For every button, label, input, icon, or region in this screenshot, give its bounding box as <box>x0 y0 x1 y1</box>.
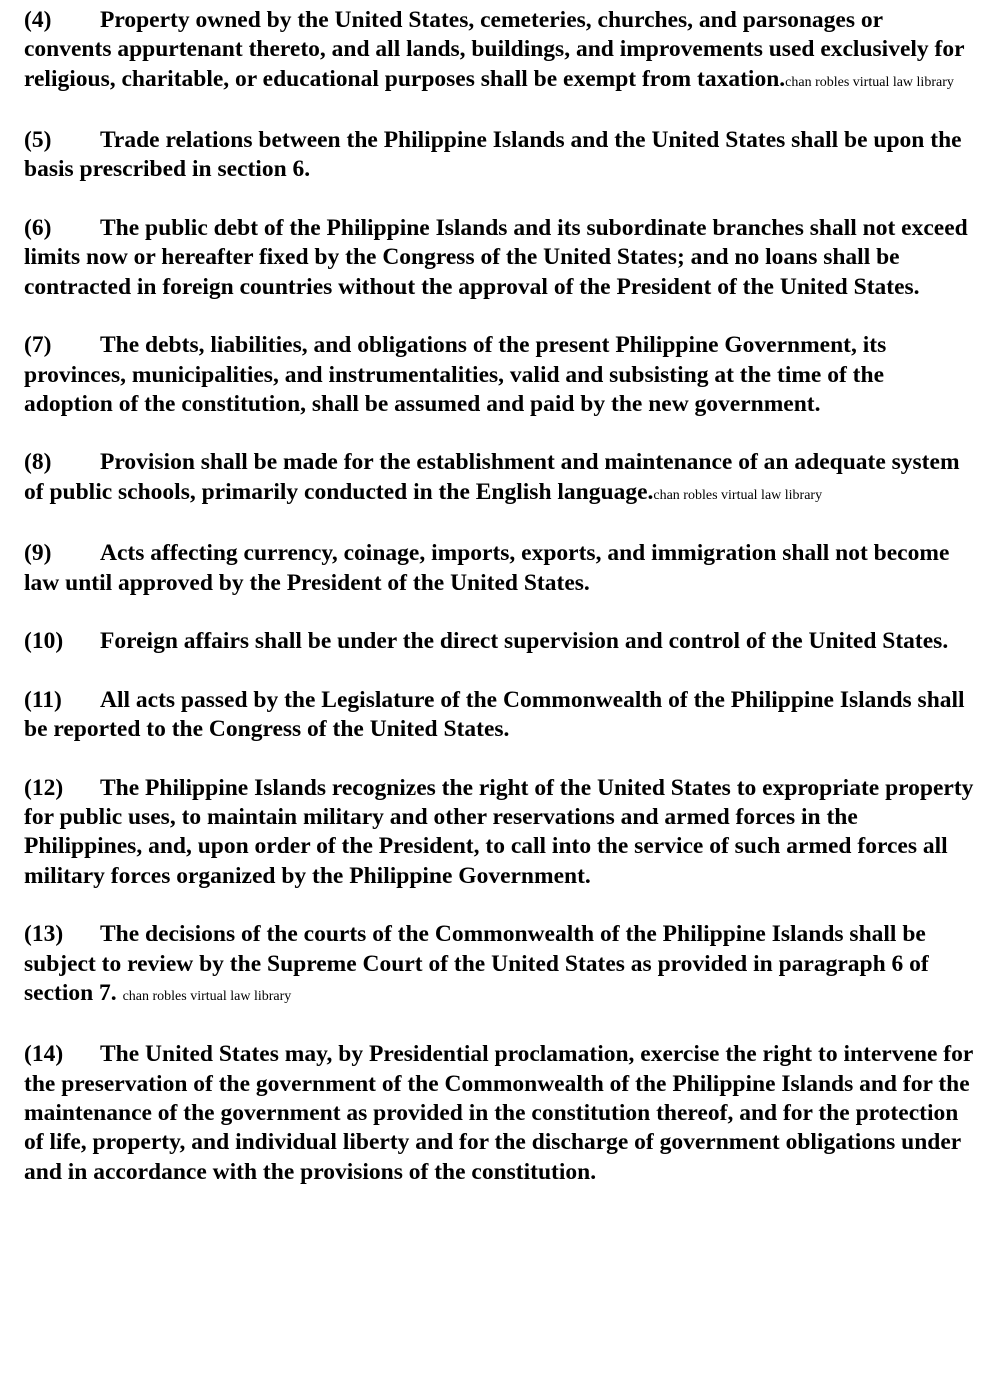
document-body <box>24 6 974 1216</box>
paragraph-number: (4) <box>24 7 52 33</box>
paragraph-text: The Philippine Islands recognizes the right of the United States to expropriate property for public uses, to maintain military and other reservations and armed forces in the Philippines, and, upon order of the President, to call into the service of such armed forces all military forces organized by the Philippine Government. <box>24 774 974 889</box>
paragraph-text: All acts passed by the Legislature of the Commonwealth of the Philippine Islands shall be reported to the Congress of the United States. <box>24 686 965 743</box>
paragraph-text: The debts, liabilities, and obligations of the present Philippine Government, its provinces, municipalities, and instrumentalities, valid and subsisting at the time of the adoption of the constitution, shall be assumed and paid by the new government. <box>24 332 887 417</box>
paragraph-text: The decisions of the courts of the Commonwealth of the Philippine Islands shall be subject to review by the Supreme Court of the United States as provided in paragraph 6 of section 7. <box>24 921 929 1006</box>
paragraph-6 <box>24 214 974 302</box>
paragraph-10 <box>24 627 974 656</box>
paragraph-number: (11) <box>24 686 62 713</box>
paragraph-text: Provision shall be made for the establishment and maintenance of an adequate system of public schools, primarily conducted in the English language. <box>24 449 960 505</box>
paragraph-number: (8) <box>24 449 52 476</box>
paragraph-4 <box>24 6 974 97</box>
paragraph-text: Trade relations between the Philippine Islands and the United States shall be upon the basis prescribed in section 6. <box>24 127 962 183</box>
paragraph-12 <box>24 774 974 891</box>
paragraph-7 <box>24 331 974 419</box>
library-note: chan robles virtual law library <box>122 988 292 1004</box>
paragraph-text: Property owned by the United States, cemeteries, churches, and parsonages or convents appurtenant thereto, and all lands, buildings, and improvements used exclusively for religious, charitable, or educational purposes shall be exempt from taxation. <box>24 7 965 92</box>
paragraph-text: Acts affecting currency, coinage, imports, exports, and immigration shall not become law until approved by the President of the United States. <box>24 540 950 596</box>
paragraph-11 <box>24 686 974 745</box>
paragraph-text: The United States may, by Presidential proclamation, exercise the right to intervene for the preservation of the government of the Commonwealth of the Philippine Islands and for the maintenance of the government as provided in the constitution thereof, and for the protection of life, property, and individual liberty and for the discharge of government obligations under and in accordance with the provisions of the constitution. <box>24 1041 973 1185</box>
paragraph-number: (7) <box>24 332 52 359</box>
paragraph-9 <box>24 539 974 598</box>
library-note: chan robles virtual law library <box>785 74 954 90</box>
library-note: chan robles virtual law library <box>653 487 823 503</box>
paragraph-number: (5) <box>24 127 52 154</box>
paragraph-5 <box>24 126 974 185</box>
paragraph-text: Foreign affairs shall be under the direct supervision and control of the United States. <box>100 628 949 655</box>
paragraph-number: (13) <box>24 921 64 948</box>
paragraph-number: (12) <box>24 774 64 801</box>
paragraph-text: The public debt of the Philippine Islands and its subordinate branches shall not exceed limits now or hereafter fixed by the Congress of the United States; and no loans shall be contracted in foreign countries without the approval of the President of the United States. <box>24 215 968 300</box>
paragraph-14 <box>24 1040 974 1186</box>
paragraph-number: (10) <box>24 628 64 655</box>
paragraph-8 <box>24 448 974 510</box>
paragraph-number: (14) <box>24 1041 64 1068</box>
paragraph-number: (9) <box>24 540 52 567</box>
paragraph-number: (6) <box>24 215 52 242</box>
paragraph-13 <box>24 920 974 1011</box>
